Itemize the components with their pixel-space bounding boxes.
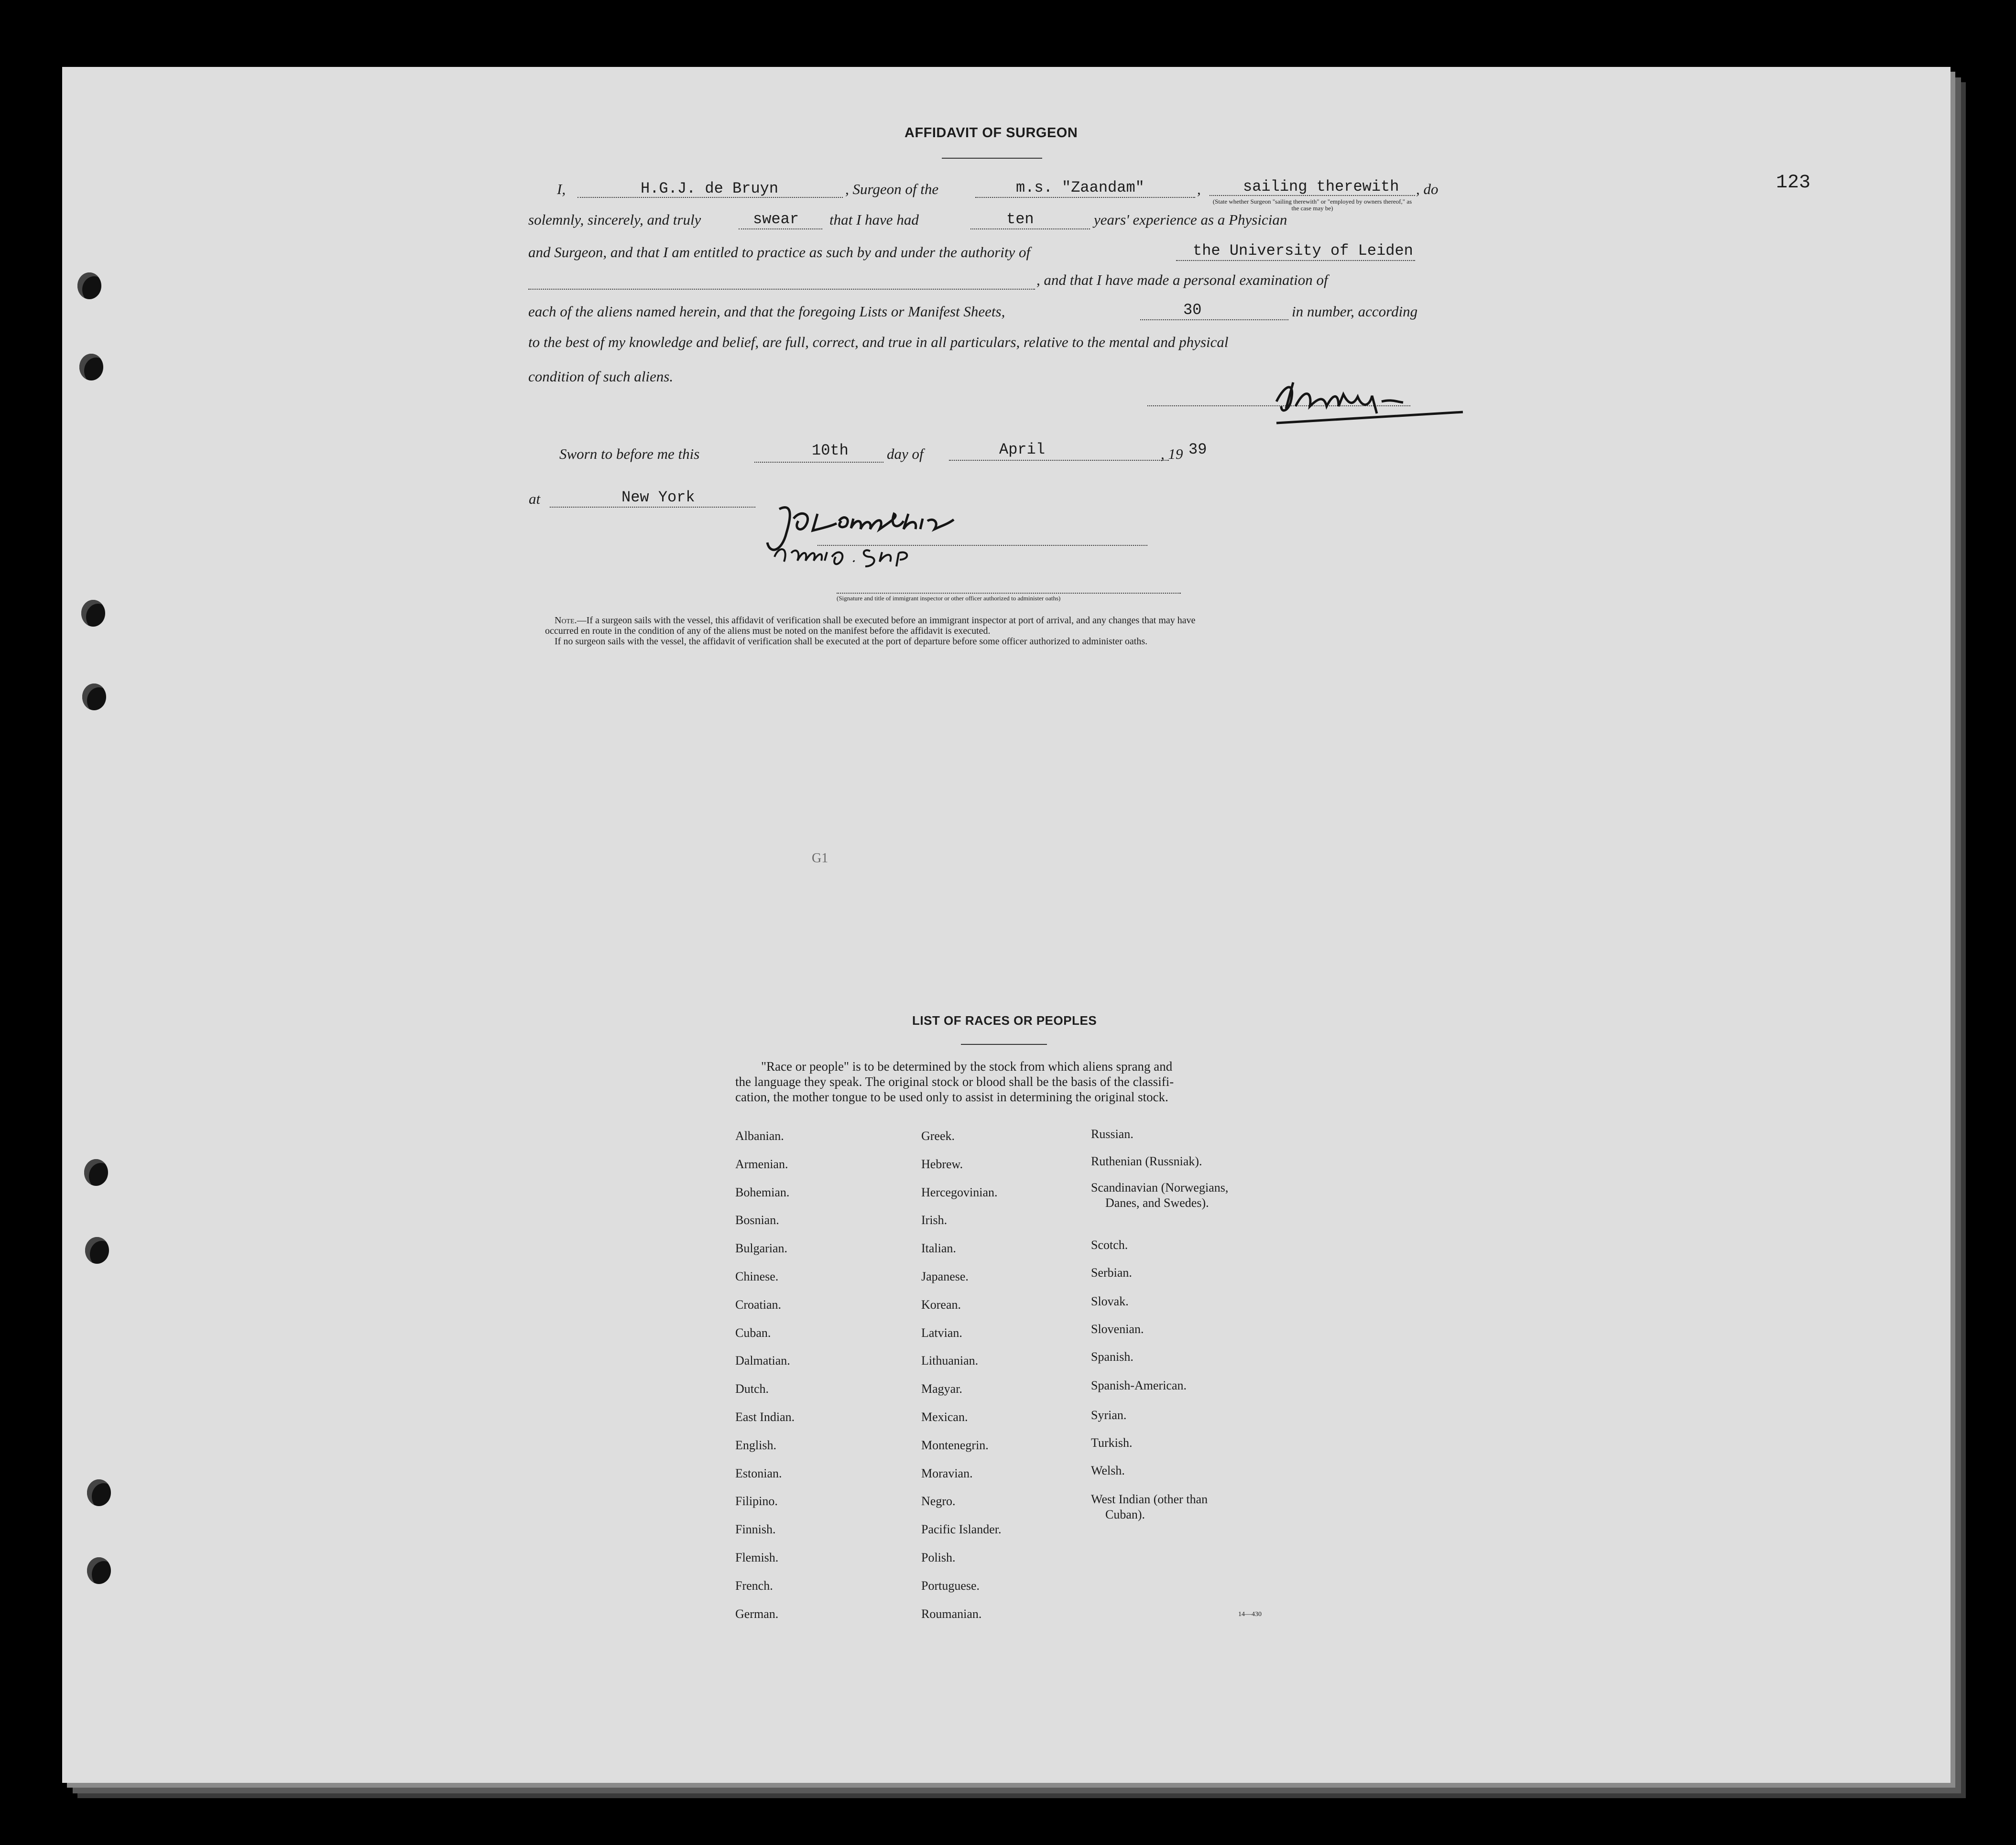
note-line-1 xyxy=(555,615,1196,626)
race-entry: Danes, and Swedes). xyxy=(1105,1196,1209,1210)
years-field: ten xyxy=(1006,210,1034,228)
sailing-status-field: sailing therewith xyxy=(1243,178,1399,195)
place-line xyxy=(550,507,755,508)
document-page xyxy=(62,67,1951,1783)
affidavit-text: to the best of my knowledge and belief, are full, correct, and true in all particulars, relative to the mental and physical xyxy=(528,334,1229,350)
affidavit-text: and Surgeon, and that I am entitled to practice as such by and under the authority of xyxy=(528,244,1031,260)
surgeon-signature xyxy=(1267,373,1468,437)
sworn-text: , 19 xyxy=(1161,445,1183,462)
race-entry: Japanese. xyxy=(921,1270,969,1283)
officer-title-line xyxy=(837,593,1181,594)
punch-hole xyxy=(87,1479,111,1506)
race-entry: Ruthenian (Russniak). xyxy=(1091,1154,1202,1168)
oath-field: swear xyxy=(753,210,799,228)
officer-signature xyxy=(760,499,1057,574)
race-entry: Armenian. xyxy=(735,1157,788,1171)
race-entry: Bohemian. xyxy=(735,1185,790,1199)
sworn-day-line xyxy=(754,462,883,463)
race-entry: East Indian. xyxy=(735,1410,795,1424)
punch-hole xyxy=(79,354,103,380)
affidavit-text: condition of such aliens. xyxy=(528,368,674,385)
place-field: New York xyxy=(621,488,695,506)
authority-field: the University of Leiden xyxy=(1193,242,1413,260)
race-entry: Serbian. xyxy=(1091,1266,1132,1280)
affidavit-text: , xyxy=(1197,181,1201,197)
sailing-status-note: (State whether Surgeon "sailing therewith" or "employed by owners thereof," as the case may be) xyxy=(1212,198,1412,212)
race-entry: Slovenian. xyxy=(1091,1322,1144,1336)
officer-caption: (Signature and title of immigrant inspector or other officer authorized to administer oaths) xyxy=(837,595,1061,602)
punch-hole xyxy=(81,600,105,627)
affidavit-text: , and that I have made a personal examination of xyxy=(1036,271,1328,288)
officer-signature-graphic xyxy=(760,499,1057,571)
race-entry: Mexican. xyxy=(921,1410,968,1424)
punch-hole xyxy=(84,1159,108,1186)
punch-hole xyxy=(77,272,101,299)
punch-hole xyxy=(82,684,106,710)
surgeon-signature-graphic xyxy=(1267,373,1468,435)
race-entry: Lithuanian. xyxy=(921,1354,979,1368)
race-entry: English. xyxy=(735,1438,776,1452)
sheets-field: 30 xyxy=(1183,301,1202,319)
affidavit-text: that I have had xyxy=(829,211,919,228)
authority-line xyxy=(1176,260,1415,261)
note-lead: Note. xyxy=(555,615,577,626)
race-entry: Albanian. xyxy=(735,1129,784,1143)
race-entry: Polish. xyxy=(921,1551,956,1564)
race-entry: Bulgarian. xyxy=(735,1241,788,1256)
note-text: —If a surgeon sails with the vessel, this affidavit of verification shall be executed before an immigrant inspector at port of arrival, and any changes that may have xyxy=(577,615,1196,626)
race-entry: West Indian (other than xyxy=(1091,1492,1208,1506)
race-entry: Scandinavian (Norwegians, xyxy=(1091,1181,1229,1194)
sworn-day-field: 10th xyxy=(812,442,849,459)
race-entry: Montenegrin. xyxy=(921,1438,989,1452)
note-line-2: occurred en route in the condition of any of the aliens must be noted on the manifest before the affidavit is executed. xyxy=(545,626,991,636)
races-title: LIST OF RACES OR PEOPLES xyxy=(912,1013,1097,1028)
page-number: 123 xyxy=(1776,172,1811,194)
affidavit-text: , Surgeon of the xyxy=(845,181,939,197)
sworn-month-field: April xyxy=(999,441,1046,458)
race-entry: Greek. xyxy=(921,1129,955,1143)
race-entry: Flemish. xyxy=(735,1551,779,1564)
form-number: 14—430 xyxy=(1238,1611,1262,1618)
race-entry: Welsh. xyxy=(1091,1464,1125,1477)
races-intro-line-3: cation, the mother tongue to be used only to assist in determining the original stock. xyxy=(735,1090,1168,1104)
race-entry: Moravian. xyxy=(921,1466,973,1480)
affidavit-text: each of the aliens named herein, and that the foregoing Lists or Manifest Sheets, xyxy=(528,303,1005,320)
years-line xyxy=(970,228,1090,229)
affidavit-text: , do xyxy=(1416,181,1438,197)
sworn-text: day of xyxy=(887,445,924,462)
race-entry: Magyar. xyxy=(921,1382,962,1396)
sworn-year-field: 39 xyxy=(1188,441,1207,458)
race-entry: Latvian. xyxy=(921,1325,962,1340)
affidavit-title: AFFIDAVIT OF SURGEON xyxy=(904,125,1078,141)
race-entry: Irish. xyxy=(921,1213,948,1227)
stray-mark: G1 xyxy=(812,851,828,866)
race-entry: Turkish. xyxy=(1091,1436,1133,1450)
race-entry: Chinese. xyxy=(735,1270,779,1283)
race-entry: Negro. xyxy=(921,1494,956,1509)
surgeon-name-field: H.G.J. de Bruyn xyxy=(641,180,779,197)
races-intro-line-2: the language they speak. The original stock or blood shall be the basis of the classifi- xyxy=(735,1074,1174,1089)
race-entry: Spanish-American. xyxy=(1091,1378,1187,1392)
race-entry: Syrian. xyxy=(1091,1408,1127,1422)
race-entry: Russian. xyxy=(1091,1127,1133,1141)
race-entry: Croatian. xyxy=(735,1297,782,1312)
race-entry: Italian. xyxy=(921,1241,956,1256)
race-entry: German. xyxy=(735,1606,779,1621)
affidavit-text: in number, according xyxy=(1292,303,1418,320)
oath-line xyxy=(739,228,822,229)
race-entry: Slovak. xyxy=(1091,1294,1129,1308)
affidavit-text: I, xyxy=(557,181,566,197)
title-rule xyxy=(942,158,1042,159)
race-entry: French. xyxy=(735,1578,773,1593)
race-entry: Dalmatian. xyxy=(735,1354,790,1368)
race-entry: Bosnian. xyxy=(735,1213,779,1227)
races-intro-line-1: "Race or people" is to be determined by the stock from which aliens sprang and xyxy=(761,1059,1173,1074)
race-entry: Finnish. xyxy=(735,1522,776,1537)
vessel-line xyxy=(975,197,1195,198)
affidavit-text: solemnly, sincerely, and truly xyxy=(528,211,701,228)
race-entry: Filipino. xyxy=(735,1494,778,1509)
sworn-text: Sworn to before me this xyxy=(559,445,700,462)
race-entry: Hebrew. xyxy=(921,1157,963,1171)
vessel-field: m.s. "Zaandam" xyxy=(1016,179,1144,196)
race-entry: Korean. xyxy=(921,1297,961,1312)
authority-continuation-line xyxy=(528,289,1035,290)
affidavit-text: years' experience as a Physician xyxy=(1094,211,1287,228)
race-entry: Portuguese. xyxy=(921,1578,980,1593)
punch-hole xyxy=(87,1557,111,1584)
races-title-rule xyxy=(961,1044,1047,1045)
sheets-line xyxy=(1140,319,1288,320)
race-entry: Pacific Islander. xyxy=(921,1522,1002,1537)
race-entry: Dutch. xyxy=(735,1382,769,1396)
race-entry: Scotch. xyxy=(1091,1238,1128,1252)
race-entry: Estonian. xyxy=(735,1466,782,1480)
officer-signature-line xyxy=(817,545,1147,546)
punch-hole xyxy=(85,1237,109,1264)
note-line-3: If no surgeon sails with the vessel, the affidavit of verification shall be executed at the port of departure before some officer authorized to administer oaths. xyxy=(555,636,1148,647)
race-entry: Cuban). xyxy=(1105,1508,1145,1521)
at-label: at xyxy=(529,490,541,507)
race-entry: Cuban. xyxy=(735,1325,771,1340)
race-entry: Spanish. xyxy=(1091,1350,1133,1364)
sworn-month-line xyxy=(949,460,1169,461)
race-entry: Hercegovinian. xyxy=(921,1185,998,1199)
race-entry: Roumanian. xyxy=(921,1606,982,1621)
